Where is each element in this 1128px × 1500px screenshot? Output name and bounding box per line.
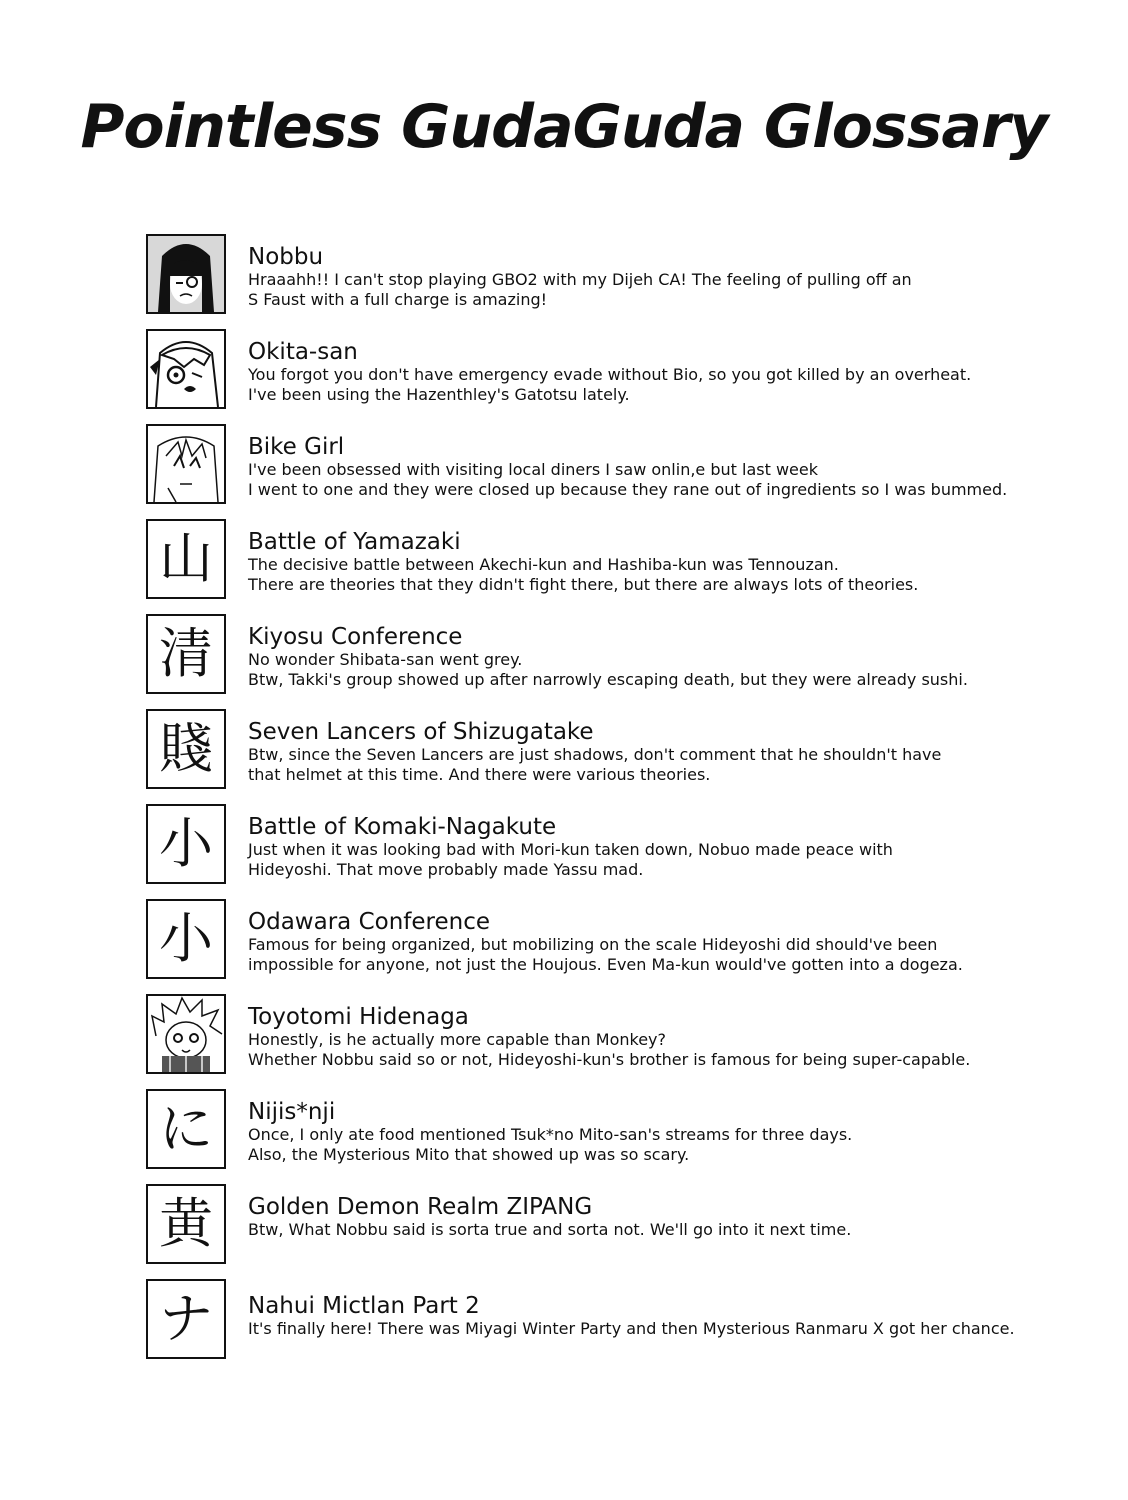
- entry-term: Bike Girl: [248, 434, 345, 460]
- glossary-entry-odawara-conference: [146, 899, 1106, 994]
- entry-description-line: S Faust with a full charge is amazing!: [248, 290, 548, 309]
- entry-term: Battle of Komaki-Nagakute: [248, 814, 557, 840]
- bike-girl-portrait-icon: [146, 424, 226, 504]
- glossary-entry-okita-san: [146, 329, 1106, 424]
- entry-description: [248, 555, 1108, 595]
- entry-description: [248, 650, 1108, 690]
- entry-description-line: Also, the Mysterious Mito that showed up was so scary.: [248, 1145, 690, 1164]
- glossary-list: [146, 234, 1106, 1374]
- entry-description-line: Hideyoshi. That move probably made Yassu mad.: [248, 860, 644, 879]
- icon-kanji: 黄: [159, 1192, 213, 1255]
- entry-description: [248, 1319, 1108, 1339]
- glossary-entry-seven-lancers-of-shizugatake: [146, 709, 1106, 804]
- hidenaga-portrait-icon: [146, 994, 226, 1074]
- entry-description-line: I went to one and they were closed up because they rane out of ingredients so I was bummed.: [248, 480, 1008, 499]
- entry-description-line: Honestly, is he actually more capable than Monkey?: [248, 1030, 667, 1049]
- glossary-entry-toyotomi-hidenaga: [146, 994, 1106, 1089]
- entry-description-line: Btw, Takki's group showed up after narrowly escaping death, but they were already sushi.: [248, 670, 968, 689]
- kanji-kiyo-icon: [146, 614, 226, 694]
- icon-kanji: 山: [159, 527, 213, 590]
- page-title: Pointless GudaGuda Glossary: [80, 92, 1048, 162]
- entry-term: Seven Lancers of Shizugatake: [248, 719, 594, 745]
- entry-term: Nijis*nji: [248, 1099, 336, 1125]
- kana-ni-icon: [146, 1089, 226, 1169]
- glossary-entry-battle-of-yamazaki: [146, 519, 1106, 614]
- entry-term: Nahui Mictlan Part 2: [248, 1293, 480, 1319]
- entry-term: Kiyosu Conference: [248, 624, 463, 650]
- entry-description-line: Btw, What Nobbu said is sorta true and sorta not. We'll go into it next time.: [248, 1220, 852, 1239]
- glossary-entry-golden-demon-realm-zipang: [146, 1184, 1106, 1279]
- entry-description-line: You forgot you don't have emergency evade without Bio, so you got killed by an overheat.: [248, 365, 972, 384]
- icon-kanji: 小: [159, 907, 213, 970]
- entry-description: [248, 365, 1108, 405]
- entry-description-line: Just when it was looking bad with Mori-kun taken down, Nobuo made peace with: [248, 840, 893, 859]
- entry-description-line: The decisive battle between Akechi-kun and Hashiba-kun was Tennouzan.: [248, 555, 839, 574]
- entry-description-line: that helmet at this time. And there were various theories.: [248, 765, 711, 784]
- nobbu-portrait-icon: [146, 234, 226, 314]
- entry-description-line: No wonder Shibata-san went grey.: [248, 650, 523, 669]
- entry-description-line: Famous for being organized, but mobilizing on the scale Hideyoshi did should've been: [248, 935, 938, 954]
- glossary-entry-battle-of-komaki-nagakute: [146, 804, 1106, 899]
- entry-description: [248, 840, 1108, 880]
- glossary-entry-bike-girl: [146, 424, 1106, 519]
- kanji-ko-icon: [146, 804, 226, 884]
- entry-description: [248, 270, 1108, 310]
- entry-description-line: Whether Nobbu said so or not, Hideyoshi-kun's brother is famous for being super-capable.: [248, 1050, 971, 1069]
- kanji-ki-icon: [146, 1184, 226, 1264]
- entry-description-line: I've been using the Hazenthley's Gatotsu lately.: [248, 385, 630, 404]
- entry-description: [248, 1125, 1108, 1165]
- glossary-entry-nahui-mictlan-part-2: [146, 1279, 1106, 1374]
- entry-description-line: There are theories that they didn't fight there, but there are always lots of theories.: [248, 575, 919, 594]
- entry-description-line: impossible for anyone, not just the Houjous. Even Ma-kun would've gotten into a dogeza.: [248, 955, 963, 974]
- entry-description-line: Once, I only ate food mentioned Tsuk*no Mito-san's streams for three days.: [248, 1125, 853, 1144]
- icon-kanji: ナ: [159, 1287, 213, 1350]
- entry-description-line: Btw, since the Seven Lancers are just shadows, don't comment that he shouldn't have: [248, 745, 942, 764]
- entry-description-line: It's finally here! There was Miyagi Winter Party and then Mysterious Ranmaru X got her chance.: [248, 1319, 1015, 1338]
- glossary-entry-nijisanji: [146, 1089, 1106, 1184]
- icon-kanji: 清: [159, 622, 213, 685]
- entry-description-line: I've been obsessed with visiting local diners I saw onlin,e but last week: [248, 460, 818, 479]
- entry-term: Golden Demon Realm ZIPANG: [248, 1194, 593, 1220]
- entry-term: Battle of Yamazaki: [248, 529, 461, 555]
- entry-description: [248, 745, 1108, 785]
- icon-kanji: 賤: [159, 717, 213, 780]
- glossary-entry-nobbu: [146, 234, 1106, 329]
- icon-kanji: に: [159, 1097, 213, 1160]
- kanji-shizu-icon: [146, 709, 226, 789]
- entry-description: [248, 935, 1108, 975]
- entry-description: [248, 1030, 1108, 1070]
- okita-portrait-icon: [146, 329, 226, 409]
- kanji-o-icon: [146, 899, 226, 979]
- entry-term: Okita-san: [248, 339, 358, 365]
- entry-description-line: Hraaahh!! I can't stop playing GBO2 with my Dijeh CA! The feeling of pulling off an: [248, 270, 912, 289]
- entry-term: Nobbu: [248, 244, 324, 270]
- glossary-entry-kiyosu-conference: [146, 614, 1106, 709]
- entry-description: [248, 1220, 1108, 1240]
- entry-term: Toyotomi Hidenaga: [248, 1004, 469, 1030]
- entry-term: Odawara Conference: [248, 909, 490, 935]
- entry-description: [248, 460, 1108, 500]
- kana-na-icon: [146, 1279, 226, 1359]
- icon-kanji: 小: [159, 812, 213, 875]
- kanji-yama-icon: [146, 519, 226, 599]
